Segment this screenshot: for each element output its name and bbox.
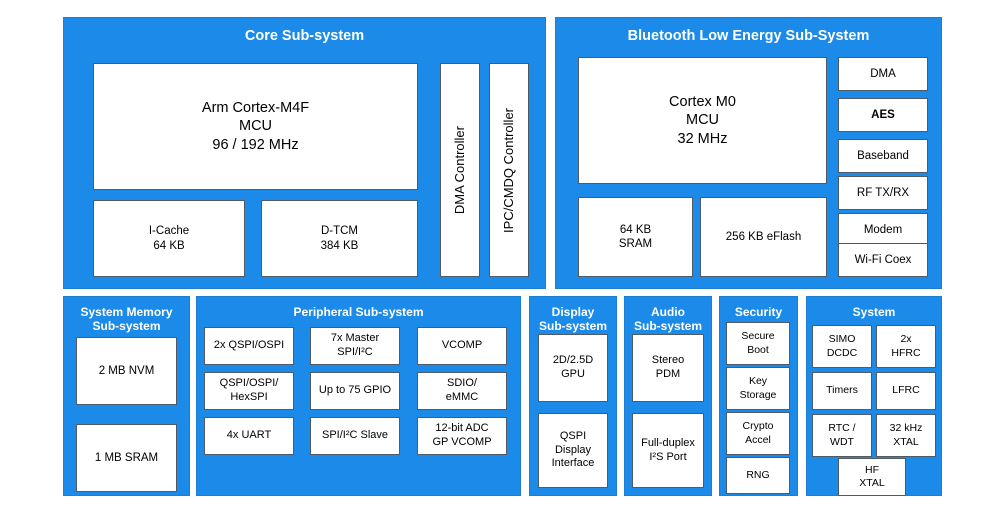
core-cpu-line3: 96 / 192 MHz	[212, 136, 299, 153]
security-rng-label: RNG	[746, 468, 770, 481]
audio-pdm-line2: PDM	[655, 368, 681, 380]
ble-eflash-block	[700, 197, 827, 277]
peripheral-subsystem-title: Peripheral Sub-system	[293, 305, 424, 319]
ble-sram-block	[578, 197, 693, 277]
icache-line1: I-Cache	[148, 225, 190, 238]
system-block-32khz-xtal	[876, 414, 936, 457]
system-block-rtc-wdt	[812, 414, 872, 457]
display-title-line2: Sub-system	[538, 319, 608, 334]
ble-subsystem-title: Bluetooth Low Energy Sub-System	[627, 28, 870, 44]
system-hf-xtal-line2: XTAL	[859, 477, 885, 489]
dma-controller-block	[440, 63, 480, 277]
audio-block-pdm	[632, 334, 704, 402]
ble-sram-line2: SRAM	[618, 238, 653, 250]
display-gpu-line1: 2D/2.5D	[552, 354, 594, 367]
ble-rf-txrx-label: RF TX/RX	[856, 186, 910, 199]
peripheral-label-0: 2x QSPI/OSPI	[213, 339, 285, 352]
display-gpu-line2: GPU	[561, 368, 585, 380]
peripheral-block-master-spi-i2c	[310, 327, 400, 365]
peripheral-block-gpio	[310, 372, 400, 410]
ble-wifi-coex-label: Wi-Fi Coex	[854, 253, 912, 266]
system-simo-line2: DCDC	[826, 346, 858, 359]
peripheral-label-4: Up to 75 GPIO	[318, 384, 392, 397]
system-block-timers	[812, 372, 872, 410]
system-rtc-line2: WDT	[830, 435, 854, 448]
ble-cpu-line3: 32 MHz	[677, 130, 728, 147]
peripheral-block-sdio-emmc	[417, 372, 507, 410]
core-cpu-block	[93, 63, 418, 190]
system-timers-label: Timers	[826, 384, 858, 397]
dtcm-line1: D-TCM	[320, 225, 359, 238]
system-rtc-line1: RTC /	[828, 422, 856, 435]
ble-rf-txrx-block	[838, 176, 928, 210]
peripheral-block-spi-i2c-slave	[310, 417, 400, 455]
peripheral-label-7: SPI/I²C Slave	[321, 429, 389, 442]
nvm-label: 2 MB NVM	[98, 364, 155, 377]
sram-label: 1 MB SRAM	[94, 451, 159, 464]
ble-aes-block	[838, 98, 928, 132]
system-hfrc-line1: 2x	[900, 333, 912, 346]
audio-title-line2: Sub-system	[633, 319, 703, 334]
system-lfrc-label: LFRC	[892, 384, 920, 397]
system-memory-title	[64, 305, 189, 334]
ipc-cmdq-controller-label: IPC/CMDQ Controller	[500, 107, 516, 233]
peripheral-block-qspi-ospi	[204, 327, 294, 365]
peripheral-block-uart	[204, 417, 294, 455]
sram-block	[76, 424, 177, 492]
security-key-storage-line2: Storage	[739, 388, 777, 401]
peripheral-label-1a: 7x Master	[330, 332, 380, 345]
peripheral-label-5a: SDIO/	[447, 377, 477, 390]
system-block-hfrc	[876, 325, 936, 368]
ble-sram-line1: 64 KB	[619, 223, 652, 236]
dtcm-line2: 384 KB	[320, 239, 359, 252]
security-secure-boot-line1: Secure	[741, 330, 775, 343]
security-title: Security	[734, 305, 783, 319]
audio-pdm-line1: Stereo	[651, 354, 685, 367]
ble-baseband-block	[838, 139, 928, 173]
security-block-crypto-accel	[726, 412, 790, 455]
core-cpu-line1: Arm Cortex-M4F	[201, 100, 310, 117]
system-hfrc-line2: HFRC	[891, 346, 921, 359]
peripheral-label-8b: GP VCOMP	[432, 436, 492, 448]
core-subsystem-title: Core Sub-system	[244, 28, 365, 44]
system-memory-title-line2: Sub-system	[92, 319, 161, 334]
peripheral-label-5b: eMMC	[445, 391, 479, 403]
security-key-storage-line1: Key	[748, 375, 768, 388]
dma-controller-label: DMA Controller	[451, 125, 467, 215]
icache-line2: 64 KB	[153, 239, 185, 252]
system-block-hf-xtal	[838, 458, 906, 496]
system-title: System	[852, 305, 896, 319]
ble-cpu-line2: MCU	[685, 112, 720, 129]
system-32khz-line1: 32 kHz	[889, 422, 923, 435]
peripheral-label-2: VCOMP	[441, 339, 483, 352]
ble-modem-label: Modem	[863, 223, 903, 236]
ble-modem-block	[838, 213, 928, 247]
security-crypto-line2: Accel	[745, 433, 771, 446]
system-hf-xtal-line1: HF	[865, 463, 879, 476]
security-block-rng	[726, 457, 790, 494]
audio-i2s-line2: I²S Port	[649, 450, 687, 463]
nvm-block	[76, 337, 177, 405]
ble-baseband-label: Baseband	[857, 149, 909, 162]
icache-block	[93, 200, 245, 277]
ble-wifi-coex-block	[838, 243, 928, 277]
peripheral-block-vcomp	[417, 327, 507, 365]
audio-i2s-line1: Full-duplex	[641, 436, 695, 449]
system-memory-title-line1: System Memory	[80, 305, 173, 319]
display-subsystem-title	[530, 305, 616, 334]
security-block-secure-boot	[726, 322, 790, 365]
audio-title-line1: Audio	[651, 305, 685, 319]
system-simo-line1: SIMO	[828, 333, 856, 346]
ble-eflash-label: 256 KB eFlash	[725, 230, 802, 243]
core-cpu-line2: MCU	[238, 118, 273, 135]
security-crypto-line1: Crypto	[742, 420, 774, 433]
system-block-simo-dcdc	[812, 325, 872, 368]
security-block-key-storage	[726, 367, 790, 410]
system-block-lfrc	[876, 372, 936, 410]
display-qspi-line3: Interface	[551, 457, 595, 470]
ble-aes-label: AES	[871, 108, 895, 121]
system-32khz-line2: XTAL	[893, 435, 919, 448]
peripheral-block-adc	[417, 417, 507, 455]
ble-cpu-line1: Cortex M0	[669, 94, 736, 111]
peripheral-label-3b: HexSPI	[230, 391, 268, 403]
ble-dma-label: DMA	[870, 67, 896, 80]
peripheral-block-hexspi	[204, 372, 294, 410]
display-qspi-line2: Display	[554, 443, 592, 456]
ipc-cmdq-controller-block	[489, 63, 529, 277]
ble-cpu-block	[578, 57, 827, 184]
audio-subsystem-title	[625, 305, 711, 334]
audio-block-i2s	[632, 413, 704, 488]
dtcm-block	[261, 200, 418, 277]
display-block-qspi-interface	[538, 413, 608, 488]
peripheral-label-1b: SPI/I²C	[337, 346, 373, 358]
ble-dma-block	[838, 57, 928, 91]
display-title-line1: Display	[551, 305, 595, 319]
display-block-gpu	[538, 334, 608, 402]
peripheral-label-8a: 12-bit ADC	[435, 422, 489, 435]
peripheral-label-3a: QSPI/OSPI/	[219, 377, 279, 390]
display-qspi-line1: QSPI	[559, 429, 587, 442]
security-secure-boot-line2: Boot	[747, 343, 769, 356]
peripheral-label-6: 4x UART	[226, 429, 272, 442]
